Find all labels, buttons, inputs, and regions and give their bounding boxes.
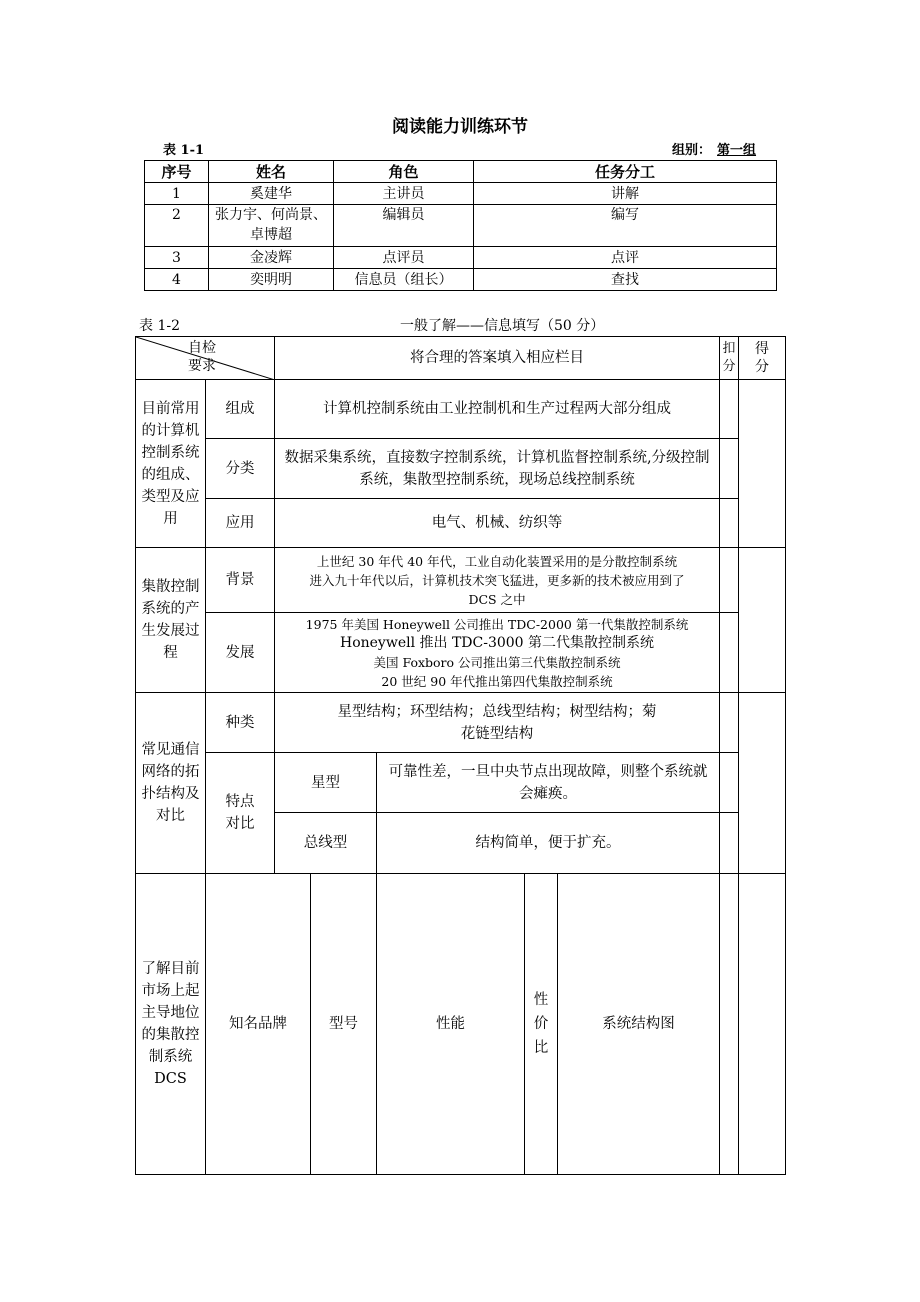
table-row (145, 247, 777, 269)
brand-header: 知名品牌 (206, 874, 311, 1175)
dev-line: 1975 年美国 Honeywell 公司推出 TDC-2000 第一代集散控制系统 (305, 616, 689, 632)
assessment-header-row (136, 337, 786, 380)
section-title: 常见通信网络的拓扑结构及对比 (136, 693, 206, 874)
cell-name: 奕明明 (209, 269, 334, 291)
background-content (275, 548, 720, 613)
section-title: 集散控制系统的产生发展过程 (136, 548, 206, 693)
deduction-cell (720, 813, 739, 874)
star-desc: 可靠性差，一旦中央节点出现故障，则整个系统就会瘫痪。 (377, 753, 720, 813)
section-title: 了解目前市场上起主导地位的集散控制系统 DCS (136, 874, 206, 1175)
table-row (136, 613, 786, 693)
row-label: 种类 (206, 693, 275, 753)
model-header: 型号 (311, 874, 377, 1175)
page-title: 阅读能力训练环节 (392, 117, 528, 137)
roles-table (144, 160, 777, 291)
deduction-cell (720, 548, 739, 613)
instruction-header: 将合理的答案填入相应栏目 (275, 337, 720, 380)
table-row (136, 753, 786, 813)
row-label: 特点对比 (206, 753, 275, 874)
dev-line: Honeywell 推出 TDC-3000 第二代集散控制系统 (339, 634, 655, 651)
cell-name: 金凌辉 (209, 247, 334, 269)
bg-line: 上世纪 30 年代 40 年代，工业自动化装置采用的是分散控制系统 (316, 553, 678, 569)
section-title: 目前常用的计算机控制系统的组成、类型及应用 (136, 380, 206, 548)
table2-caption: 一般了解——信息填写（50 分） (400, 318, 605, 334)
bus-label: 总线型 (275, 813, 377, 874)
table-row (145, 183, 777, 205)
group-label: 组别： (672, 143, 712, 158)
cell-no: 1 (145, 183, 209, 205)
cell-role: 编辑员 (334, 205, 474, 247)
header-task: 任务分工 (474, 161, 777, 183)
row-content: 数据采集系统，直接数字控制系统，计算机监督控制系统,分级控制系统，集散型控制系统，现场总线控制系统 (275, 439, 720, 499)
deduction-cell (720, 499, 739, 548)
deduction-cell (720, 693, 739, 753)
cell-role: 点评员 (334, 247, 474, 269)
bg-line: 进入九十年代以后，计算机技术突飞猛进，更多新的技术被应用到了 (309, 572, 685, 588)
cell-name: 张力宇、何尚景、卓博超 (209, 205, 334, 247)
table-row (136, 548, 786, 613)
header-no: 序号 (145, 161, 209, 183)
cell-task: 查找 (474, 269, 777, 291)
table-row (145, 205, 777, 247)
table-row (136, 693, 786, 753)
row-label: 应用 (206, 499, 275, 548)
diag-bottom-label: 要求 (188, 358, 216, 374)
table1-label: 表 1-1 (163, 143, 205, 158)
cell-role: 信息员（组长） (334, 269, 474, 291)
row-label: 发展 (206, 613, 275, 693)
deduction-cell (720, 380, 739, 439)
header-role: 角色 (334, 161, 474, 183)
table-row (145, 269, 777, 291)
score-header: 得分 (739, 337, 786, 380)
roles-table-header (145, 161, 777, 183)
table-row (136, 380, 786, 439)
star-label: 星型 (275, 753, 377, 813)
deduction-cell (720, 439, 739, 499)
table-row (136, 439, 786, 499)
cell-task: 点评 (474, 247, 777, 269)
score-cell (739, 380, 786, 548)
table2-label: 表 1-2 (139, 318, 180, 334)
dev-line: 20 世纪 90 年代推出第四代集散控制系统 (381, 673, 613, 689)
cell-no: 4 (145, 269, 209, 291)
row-content: 计算机控制系统由工业控制机和生产过程两大部分组成 (275, 380, 720, 439)
row-label: 分类 (206, 439, 275, 499)
dev-line: 美国 Foxboro 公司推出第三代集散控制系统 (373, 654, 621, 670)
header-name: 姓名 (209, 161, 334, 183)
group-info (672, 139, 756, 158)
cell-task: 讲解 (474, 183, 777, 205)
score-cell (739, 874, 786, 1175)
development-content (275, 613, 720, 693)
price-ratio-header: 性价比 (525, 874, 558, 1175)
performance-header: 性能 (377, 874, 525, 1175)
score-cell (739, 548, 786, 693)
table-row (136, 874, 786, 1175)
deduction-header: 扣分 (720, 337, 739, 380)
group-value: 第一组 (717, 143, 757, 158)
diagonal-header (136, 337, 275, 380)
cell-role: 主讲员 (334, 183, 474, 205)
cell-name: 奚建华 (209, 183, 334, 205)
bg-line: DCS 之中 (468, 591, 526, 607)
table-row (136, 499, 786, 548)
deduction-cell (720, 874, 739, 1175)
cell-task: 编写 (474, 205, 777, 247)
diag-top-label: 自检 (188, 340, 216, 356)
cell-no: 2 (145, 205, 209, 247)
row-label: 组成 (206, 380, 275, 439)
deduction-cell (720, 613, 739, 693)
assessment-table (135, 336, 786, 1175)
row-content: 星型结构；环型结构；总线型结构；树型结构；菊花链型结构 (275, 693, 720, 753)
cell-no: 3 (145, 247, 209, 269)
deduction-cell (720, 753, 739, 813)
structure-header: 系统结构图 (558, 874, 720, 1175)
score-cell (739, 693, 786, 874)
row-content: 电气、机械、纺织等 (275, 499, 720, 548)
row-label: 背景 (206, 548, 275, 613)
bus-desc: 结构简单，便于扩充。 (377, 813, 720, 874)
